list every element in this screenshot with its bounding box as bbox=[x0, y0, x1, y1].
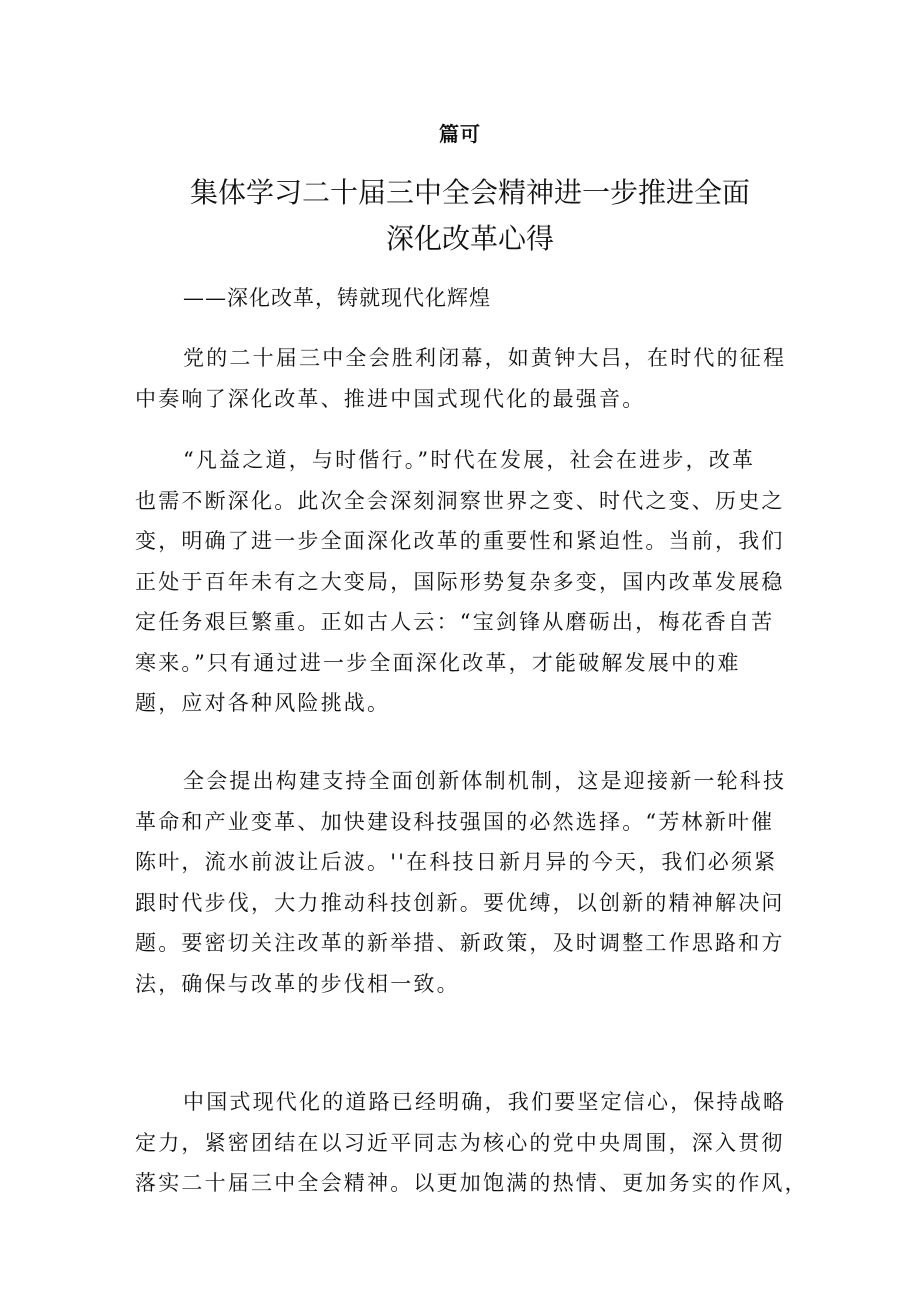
text-line: 跟时代步伐，大力推动科技创新。要优缚，以创新的精神解决问 bbox=[135, 890, 785, 915]
section-label: 篇可 bbox=[439, 122, 481, 146]
text-line: 革命和产业变革、加快建设科技强国的必然选择。“芳林新叶催 bbox=[135, 809, 775, 834]
document-subtitle: ——深化改革，铸就现代化辉煌 bbox=[183, 286, 491, 310]
text-line: 陈叶，流水前波让后波。''在科技日新月异的今天，我们必须紧 bbox=[135, 850, 778, 874]
text-line: 变，明确了进一步全面深化改革的重要性和紧迫性。当前，我们 bbox=[135, 529, 785, 553]
paragraph bbox=[135, 440, 795, 724]
text-line: 题。要密切关注改革的新举措、新政策，及时调整工作思路和方 bbox=[135, 931, 785, 955]
text-line: 正处于百年未有之大变局，国际形势复杂多变，国内改革发展稳 bbox=[135, 569, 785, 594]
text-line: 中奏响了深化改革、推进中国式现代化的最强音。 bbox=[135, 386, 646, 411]
paragraph bbox=[135, 1082, 808, 1204]
text-line: 落实二十届三中全会精神。以更加饱满的热情、更加务实的作风， bbox=[135, 1171, 808, 1195]
text-line: “凡益之道，与时偕行。”时代在发展，社会在进步，改革 bbox=[183, 448, 756, 472]
text-line: 也需不断深化。此次全会深刻洞察世界之变、时代之变、历史之 bbox=[135, 488, 785, 513]
text-line: 定力，紧密团结在以习近平同志为核心的党中央周围，深入贯彻 bbox=[135, 1130, 785, 1155]
text-line: 题，应对各种风险挑战。 bbox=[135, 691, 391, 715]
text-line: 党的二十届三中全会胜利闭幕，如黄钟大吕，在时代的征程 bbox=[183, 346, 787, 370]
title-line: 集体学习二十届三中全会精神进一步推进全面 bbox=[189, 176, 750, 209]
paragraph bbox=[135, 338, 795, 419]
text-line: 中国式现代化的道路已经明确，我们要坚定信心，保持战略 bbox=[183, 1090, 787, 1114]
document-title bbox=[120, 170, 820, 262]
text-line: 定任务艰巨繁重。正如古人云：“宝剑锋从磨砺出，梅花香自苦 bbox=[135, 610, 775, 634]
paragraph bbox=[135, 761, 795, 1004]
text-line: 法，确保与改革的步伐相一致。 bbox=[135, 971, 460, 996]
text-line: 寒来。”只有通过进一步全面深化改革，才能破解发展中的难 bbox=[135, 650, 741, 675]
title-line: 深化改革心得 bbox=[385, 222, 554, 255]
text-line: 全会提出构建支持全面创新体制机制，这是迎接新一轮科技 bbox=[183, 769, 787, 793]
